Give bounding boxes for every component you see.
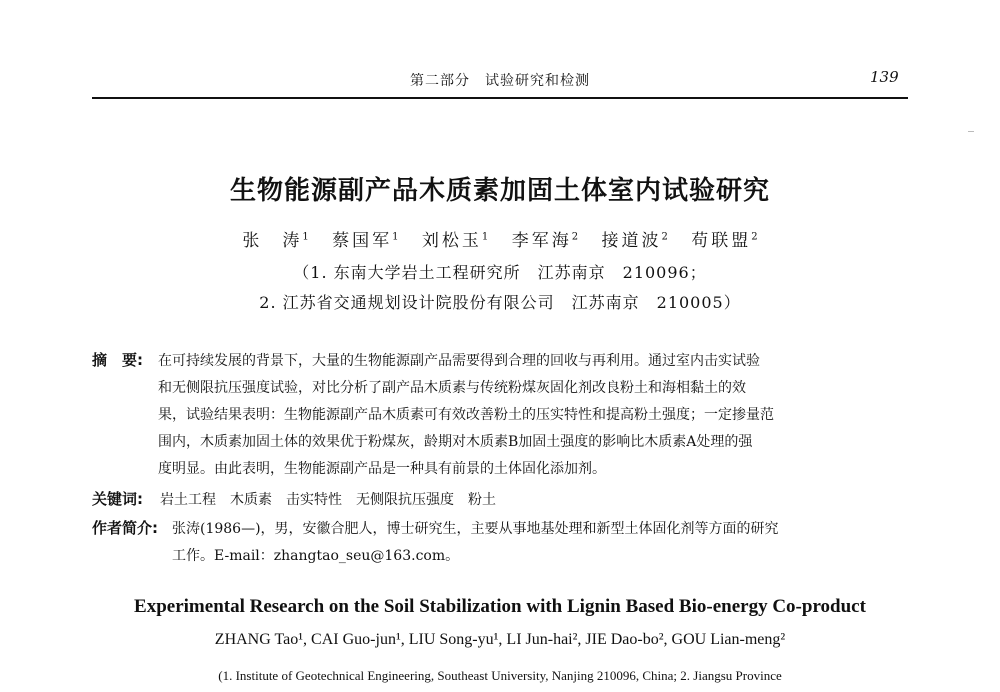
abstract-line: 度明显。由此表明，生物能源副产品是一种具有前景的土体固化添加剂。 [158,461,606,477]
edge-mark [968,131,974,132]
page-number: 139 [870,68,899,86]
english-authors: ZHANG Tao¹, CAI Guo-jun¹, LIU Song-yu¹, LI Jun-hai², JIE Dao-bo², GOU Lian-meng² [214,631,786,648]
abstract-line: 在可持续发展的背景下，大量的生物能源副产品需要得到合理的回收与再利用。通过室内击实试验 [158,353,760,369]
section-header: 第二部分 试验研究和检测 [410,73,590,89]
author-6 [691,231,757,251]
author-2 [332,231,398,251]
author-name: 接道波 [601,231,662,251]
author-5 [601,231,667,251]
abstract-line: 围内，木质素加固土体的效果优于粉煤灰，龄期对木质素B加固土强度的影响比木质素A处理的强 [158,434,753,450]
abstract-label: 摘 要: [92,351,143,369]
author-3 [422,231,488,251]
author-affiliation-mark: 1 [481,231,489,243]
abstract-line: 和无侧限抗压强度试验，对比分析了副产品木质素与传统粉煤灰固化剂改良粉土和海相黏土的效 [158,380,746,396]
author-bio-label: 作者简介: [92,519,158,537]
header-rule [92,97,908,99]
english-affiliation: (1. Institute of Geotechnical Engineering, Southeast University, Nanjing 210096, China; 2. Jiangsu Province [218,668,782,683]
english-title: Experimental Research on the Soil Stabilization with Lignin Based Bio-energy Co-product [134,596,866,617]
author-bio-line: 工作。E-mail：zhangtao_seu@163.com。 [172,548,460,564]
affiliation-line-2: 2. 江苏省交通规划设计院股份有限公司 江苏南京 210005） [259,293,741,312]
author-affiliation-mark: 2 [661,231,668,243]
keywords-label: 关键词: [92,490,143,508]
author-4 [512,231,578,251]
author-affiliation-mark: 2 [571,231,579,243]
author-name: 苟联盟 [691,231,752,251]
affiliation-line-1: （1. 东南大学岩土工程研究所 江苏南京 210096； [293,263,707,282]
author-list [0,226,1000,251]
author-name: 张 涛 [242,231,303,251]
author-affiliation-mark: 1 [392,231,399,243]
abstract-line: 果，试验结果表明：生物能源副产品木质素可有效改善粉土的压实特性和提高粉土强度；一定掺量范 [158,407,774,423]
author-name: 李军海 [511,231,572,251]
author-affiliation-mark: 1 [302,231,309,243]
author-1 [242,231,308,251]
author-name: 蔡国军 [332,231,393,251]
author-name: 刘松玉 [421,231,482,251]
paper-title: 生物能源副产品木质素加固土体室内试验研究 [229,176,770,206]
author-affiliation-mark: 2 [751,231,758,243]
author-bio-line: 张涛(1986—)，男，安徽合肥人，博士研究生，主要从事地基处理和新型土体固化剂等方面的研究 [172,521,779,537]
keywords-text: 岩土工程 木质素 击实特性 无侧限抗压强度 粉土 [160,492,496,508]
